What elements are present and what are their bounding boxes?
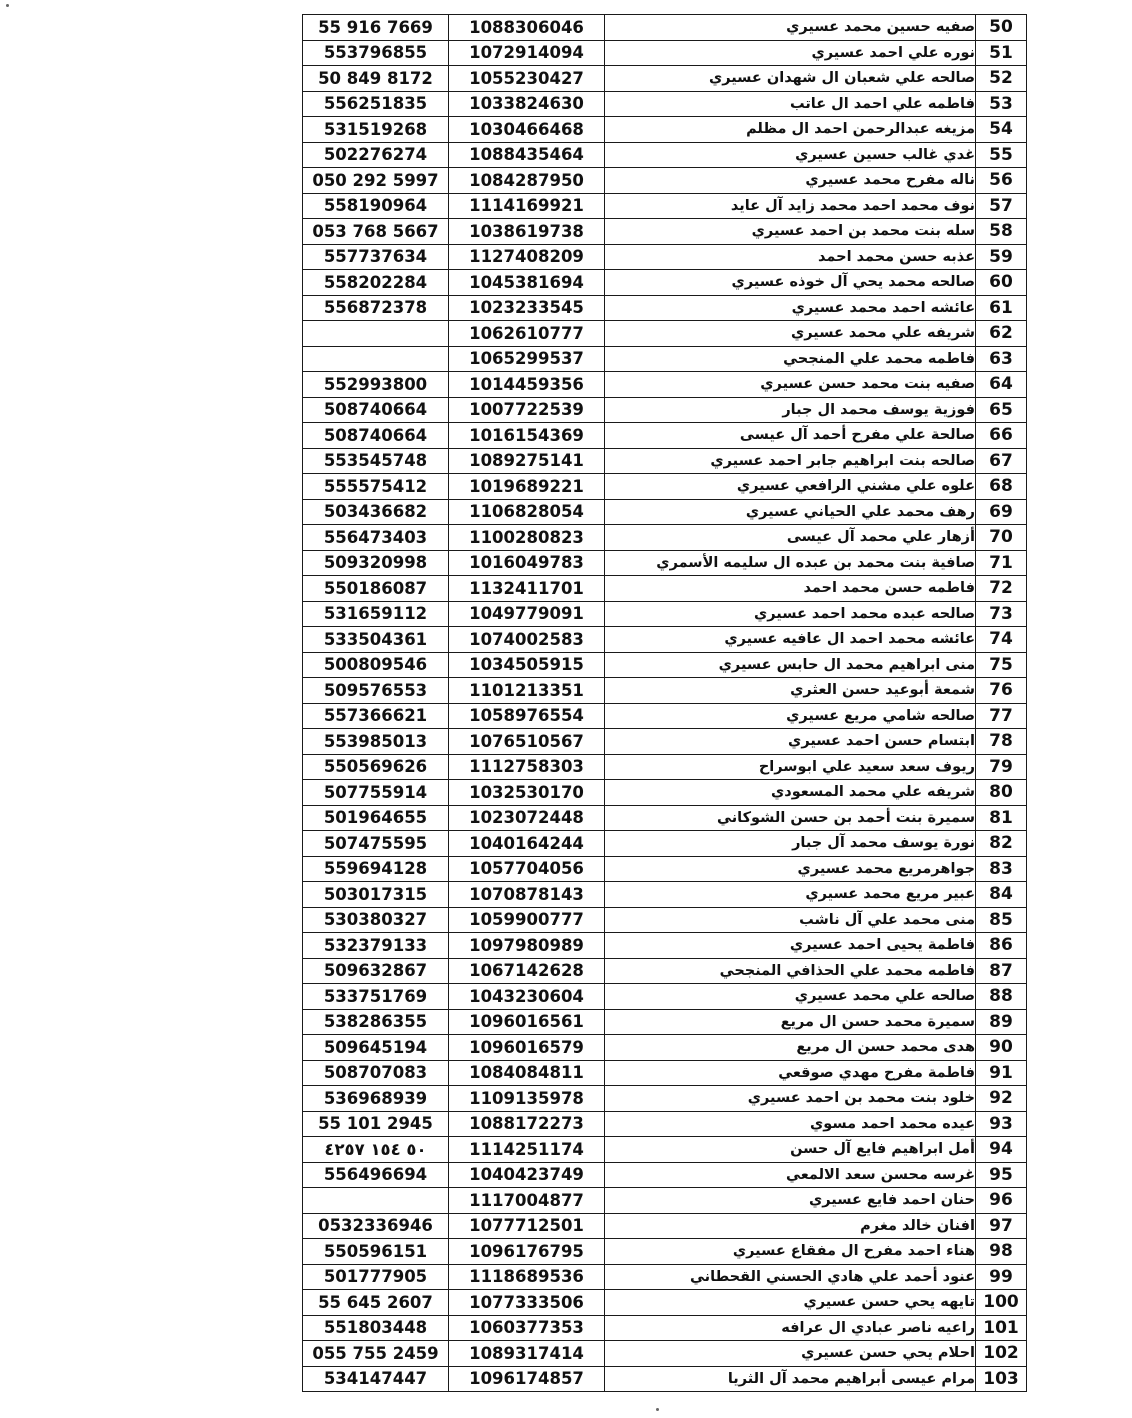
row-number-cell: 57 [976, 193, 1027, 219]
phone-cell: 508740664 [303, 397, 449, 423]
phone-cell: 501964655 [303, 805, 449, 831]
row-number-cell: 80 [976, 780, 1027, 806]
name-cell: هناء احمد مفرح ال مفقاع عسيري [605, 1239, 976, 1265]
id-number-cell: 1040423749 [449, 1162, 605, 1188]
id-number-cell: 1101213351 [449, 678, 605, 704]
table-row [303, 601, 1027, 627]
table-row [303, 321, 1027, 347]
name-cell: شريفه علي محمد عسيري [605, 321, 976, 347]
phone-cell: 55 645 2607 [303, 1290, 449, 1316]
phone-cell: 531519268 [303, 117, 449, 143]
name-cell: شريفه علي محمد المسعودي [605, 780, 976, 806]
id-number-cell: 1100280823 [449, 525, 605, 551]
table-row [303, 270, 1027, 296]
name-cell: عنود أحمد علي هادي الحسني القحطاني [605, 1264, 976, 1290]
table-row [303, 1341, 1027, 1367]
table-row [303, 117, 1027, 143]
phone-cell: 050 292 5997 [303, 168, 449, 194]
phone-cell: 55 916 7669 [303, 15, 449, 41]
phone-cell: 538286355 [303, 1009, 449, 1035]
roster-table-body [303, 15, 1027, 1392]
id-number-cell: 1016049783 [449, 550, 605, 576]
row-number-cell: 62 [976, 321, 1027, 347]
name-cell: أمل ابراهيم فايع آل حسن [605, 1137, 976, 1163]
phone-cell: 533504361 [303, 627, 449, 653]
row-number-cell: 72 [976, 576, 1027, 602]
phone-cell: 501777905 [303, 1264, 449, 1290]
id-number-cell: 1096016561 [449, 1009, 605, 1035]
table-row [303, 1009, 1027, 1035]
table-row [303, 448, 1027, 474]
name-cell: جواهرمريع محمد عسيري [605, 856, 976, 882]
row-number-cell: 100 [976, 1290, 1027, 1316]
name-cell: أزهار علي محمد آل عيسى [605, 525, 976, 551]
table-row [303, 550, 1027, 576]
id-number-cell: 1132411701 [449, 576, 605, 602]
name-cell: صالحه علي محمد عسيري [605, 984, 976, 1010]
id-number-cell: 1058976554 [449, 703, 605, 729]
row-number-cell: 93 [976, 1111, 1027, 1137]
table-row [303, 1060, 1027, 1086]
name-cell: مرام عيسى أبراهيم محمد آل الثريا [605, 1366, 976, 1392]
row-number-cell: 90 [976, 1035, 1027, 1061]
table-row [303, 193, 1027, 219]
id-number-cell: 1043230604 [449, 984, 605, 1010]
phone-cell: 536968939 [303, 1086, 449, 1112]
phone-cell: 557366621 [303, 703, 449, 729]
name-cell: نوف محمد احمد محمد زايد آل عايد [605, 193, 976, 219]
table-row [303, 372, 1027, 398]
phone-cell: 555575412 [303, 474, 449, 500]
table-row [303, 91, 1027, 117]
phone-cell: 556872378 [303, 295, 449, 321]
name-cell: ابتسام حسن احمد عسيري [605, 729, 976, 755]
name-cell: غرسه محسن سعد الالمعي [605, 1162, 976, 1188]
id-number-cell: 1112758303 [449, 754, 605, 780]
phone-cell: 551803448 [303, 1315, 449, 1341]
row-number-cell: 87 [976, 958, 1027, 984]
phone-cell: 507475595 [303, 831, 449, 857]
name-cell: تايهه يحي حسن عسيري [605, 1290, 976, 1316]
table-row [303, 244, 1027, 270]
phone-cell: 508707083 [303, 1060, 449, 1086]
table-row [303, 66, 1027, 92]
name-cell: صالحه بنت ابراهيم جابر احمد عسيري [605, 448, 976, 474]
table-row [303, 1137, 1027, 1163]
name-cell: راعيه ناصر عبادي ال عرافه [605, 1315, 976, 1341]
id-number-cell: 1088306046 [449, 15, 605, 41]
table-row [303, 754, 1027, 780]
phone-cell: 55 101 2945 [303, 1111, 449, 1137]
table-row [303, 1188, 1027, 1214]
phone-cell: 556251835 [303, 91, 449, 117]
roster-table [302, 14, 1027, 1392]
phone-cell: 509320998 [303, 550, 449, 576]
id-number-cell: 1059900777 [449, 907, 605, 933]
name-cell: عيده محمد احمد مسوي [605, 1111, 976, 1137]
id-number-cell: 1127408209 [449, 244, 605, 270]
name-cell: عبير مريع محمد عسيري [605, 882, 976, 908]
phone-cell: 533751769 [303, 984, 449, 1010]
row-number-cell: 81 [976, 805, 1027, 831]
row-number-cell: 78 [976, 729, 1027, 755]
row-number-cell: 76 [976, 678, 1027, 704]
row-number-cell: 70 [976, 525, 1027, 551]
phone-cell: 550569626 [303, 754, 449, 780]
phone-cell [303, 321, 449, 347]
id-number-cell: 1117004877 [449, 1188, 605, 1214]
id-number-cell: 1030466468 [449, 117, 605, 143]
id-number-cell: 1076510567 [449, 729, 605, 755]
name-cell: سميرة بنت أحمد بن حسن الشوكاني [605, 805, 976, 831]
row-number-cell: 75 [976, 652, 1027, 678]
table-row [303, 397, 1027, 423]
table-row [303, 499, 1027, 525]
id-number-cell: 1023072448 [449, 805, 605, 831]
phone-cell: 500809546 [303, 652, 449, 678]
phone-cell: 556473403 [303, 525, 449, 551]
row-number-cell: 99 [976, 1264, 1027, 1290]
phone-cell: 503017315 [303, 882, 449, 908]
name-cell: غدي غالب حسين عسيري [605, 142, 976, 168]
id-number-cell: 1077712501 [449, 1213, 605, 1239]
id-number-cell: 1032530170 [449, 780, 605, 806]
name-cell: صالحه عبده محمد احمد عسيري [605, 601, 976, 627]
name-cell: صالحه شامي مريع عسيري [605, 703, 976, 729]
phone-cell: 553545748 [303, 448, 449, 474]
name-cell: مزيغه عبدالرحمن احمد ال مظلم [605, 117, 976, 143]
name-cell: فاطمة يحيى احمد عسيري [605, 933, 976, 959]
table-row [303, 474, 1027, 500]
phone-cell: 50 849 8172 [303, 66, 449, 92]
id-number-cell: 1040164244 [449, 831, 605, 857]
row-number-cell: 101 [976, 1315, 1027, 1341]
name-cell: منى محمد علي آل ناشب [605, 907, 976, 933]
id-number-cell: 1072914094 [449, 40, 605, 66]
name-cell: صفيه حسين محمد عسيري [605, 15, 976, 41]
table-row [303, 525, 1027, 551]
name-cell: سميرة محمد حسن ال مريع [605, 1009, 976, 1035]
row-number-cell: 86 [976, 933, 1027, 959]
phone-cell: 557737634 [303, 244, 449, 270]
row-number-cell: 55 [976, 142, 1027, 168]
row-number-cell: 60 [976, 270, 1027, 296]
phone-cell: ٥٠ ١٥٤ ٤٢٥٧ [303, 1137, 449, 1163]
phone-cell: 532379133 [303, 933, 449, 959]
row-number-cell: 53 [976, 91, 1027, 117]
table-row [303, 678, 1027, 704]
row-number-cell: 71 [976, 550, 1027, 576]
name-cell: هدى محمد حسن ال مريع [605, 1035, 976, 1061]
id-number-cell: 1070878143 [449, 882, 605, 908]
table-row [303, 40, 1027, 66]
id-number-cell: 1089317414 [449, 1341, 605, 1367]
row-number-cell: 91 [976, 1060, 1027, 1086]
row-number-cell: 50 [976, 15, 1027, 41]
row-number-cell: 74 [976, 627, 1027, 653]
table-row [303, 346, 1027, 372]
table-row [303, 142, 1027, 168]
id-number-cell: 1077333506 [449, 1290, 605, 1316]
table-row [303, 984, 1027, 1010]
table-row [303, 1366, 1027, 1392]
table-row [303, 168, 1027, 194]
phone-cell: 534147447 [303, 1366, 449, 1392]
table-row [303, 933, 1027, 959]
phone-cell: 0532336946 [303, 1213, 449, 1239]
row-number-cell: 61 [976, 295, 1027, 321]
row-number-cell: 56 [976, 168, 1027, 194]
row-number-cell: 89 [976, 1009, 1027, 1035]
phone-cell: 530380327 [303, 907, 449, 933]
phone-cell: 053 768 5667 [303, 219, 449, 245]
name-cell: افنان خالد مغرم [605, 1213, 976, 1239]
row-number-cell: 103 [976, 1366, 1027, 1392]
name-cell: صالحه علي شعبان ال شهدان عسيري [605, 66, 976, 92]
id-number-cell: 1065299537 [449, 346, 605, 372]
row-number-cell: 84 [976, 882, 1027, 908]
table-row [303, 219, 1027, 245]
row-number-cell: 77 [976, 703, 1027, 729]
id-number-cell: 1074002583 [449, 627, 605, 653]
name-cell: صالحة علي مفرح أحمد آل عيسى [605, 423, 976, 449]
id-number-cell: 1114251174 [449, 1137, 605, 1163]
id-number-cell: 1088435464 [449, 142, 605, 168]
phone-cell: 503436682 [303, 499, 449, 525]
id-number-cell: 1014459356 [449, 372, 605, 398]
name-cell: ناله مفرح محمد عسيري [605, 168, 976, 194]
row-number-cell: 65 [976, 397, 1027, 423]
id-number-cell: 1067142628 [449, 958, 605, 984]
phone-cell: 507755914 [303, 780, 449, 806]
scan-speck [6, 4, 9, 7]
table-row [303, 703, 1027, 729]
table-row [303, 1111, 1027, 1137]
row-number-cell: 68 [976, 474, 1027, 500]
name-cell: ريوف سعد سعيد علي ابوسراح [605, 754, 976, 780]
id-number-cell: 1049779091 [449, 601, 605, 627]
id-number-cell: 1109135978 [449, 1086, 605, 1112]
id-number-cell: 1084084811 [449, 1060, 605, 1086]
row-number-cell: 51 [976, 40, 1027, 66]
id-number-cell: 1019689221 [449, 474, 605, 500]
id-number-cell: 1088172273 [449, 1111, 605, 1137]
phone-cell: 559694128 [303, 856, 449, 882]
table-row [303, 652, 1027, 678]
name-cell: علوه علي مشني الرافعي عسيري [605, 474, 976, 500]
name-cell: نورة يوسف محمد آل جبار [605, 831, 976, 857]
table-row [303, 907, 1027, 933]
id-number-cell: 1084287950 [449, 168, 605, 194]
phone-cell: 055 755 2459 [303, 1341, 449, 1367]
name-cell: احلام يحي حسن عسيري [605, 1341, 976, 1367]
name-cell: شمعة أبوعيد حسن العثري [605, 678, 976, 704]
phone-cell: 509632867 [303, 958, 449, 984]
phone-cell: 553796855 [303, 40, 449, 66]
id-number-cell: 1045381694 [449, 270, 605, 296]
phone-cell: 558202284 [303, 270, 449, 296]
table-row [303, 295, 1027, 321]
row-number-cell: 102 [976, 1341, 1027, 1367]
phone-cell [303, 1188, 449, 1214]
scan-speck [656, 1408, 659, 1411]
row-number-cell: 88 [976, 984, 1027, 1010]
row-number-cell: 73 [976, 601, 1027, 627]
name-cell: صفيه بنت محمد حسن عسيري [605, 372, 976, 398]
table-row [303, 1290, 1027, 1316]
name-cell: نوره علي احمد عسيري [605, 40, 976, 66]
phone-cell: 556496694 [303, 1162, 449, 1188]
phone-cell [303, 346, 449, 372]
id-number-cell: 1038619738 [449, 219, 605, 245]
table-row [303, 882, 1027, 908]
table-row [303, 627, 1027, 653]
row-number-cell: 69 [976, 499, 1027, 525]
table-row [303, 15, 1027, 41]
id-number-cell: 1034505915 [449, 652, 605, 678]
name-cell: فوزية يوسف محمد ال جبار [605, 397, 976, 423]
id-number-cell: 1007722539 [449, 397, 605, 423]
name-cell: حنان احمد فايع عسيري [605, 1188, 976, 1214]
name-cell: عائشه محمد احمد ال عافيه عسيري [605, 627, 976, 653]
phone-cell: 509576553 [303, 678, 449, 704]
id-number-cell: 1118689536 [449, 1264, 605, 1290]
table-row [303, 1162, 1027, 1188]
table-row [303, 856, 1027, 882]
table-row [303, 1213, 1027, 1239]
table-row [303, 576, 1027, 602]
row-number-cell: 58 [976, 219, 1027, 245]
name-cell: فاطمة مفرح مهدي صوقعي [605, 1060, 976, 1086]
phone-cell: 553985013 [303, 729, 449, 755]
row-number-cell: 85 [976, 907, 1027, 933]
row-number-cell: 94 [976, 1137, 1027, 1163]
row-number-cell: 67 [976, 448, 1027, 474]
table-row [303, 1035, 1027, 1061]
phone-cell: 558190964 [303, 193, 449, 219]
row-number-cell: 63 [976, 346, 1027, 372]
row-number-cell: 52 [976, 66, 1027, 92]
row-number-cell: 64 [976, 372, 1027, 398]
phone-cell: 508740664 [303, 423, 449, 449]
id-number-cell: 1057704056 [449, 856, 605, 882]
id-number-cell: 1062610777 [449, 321, 605, 347]
row-number-cell: 82 [976, 831, 1027, 857]
phone-cell: 531659112 [303, 601, 449, 627]
row-number-cell: 66 [976, 423, 1027, 449]
id-number-cell: 1096016579 [449, 1035, 605, 1061]
id-number-cell: 1033824630 [449, 91, 605, 117]
id-number-cell: 1089275141 [449, 448, 605, 474]
row-number-cell: 54 [976, 117, 1027, 143]
name-cell: رهف محمد علي الحياني عسيري [605, 499, 976, 525]
table-row [303, 805, 1027, 831]
table-row [303, 1086, 1027, 1112]
row-number-cell: 97 [976, 1213, 1027, 1239]
row-number-cell: 79 [976, 754, 1027, 780]
table-row [303, 1264, 1027, 1290]
phone-cell: 509645194 [303, 1035, 449, 1061]
row-number-cell: 59 [976, 244, 1027, 270]
name-cell: صالحه محمد يحي آل خوذه عسيري [605, 270, 976, 296]
row-number-cell: 95 [976, 1162, 1027, 1188]
table-row [303, 729, 1027, 755]
name-cell: عذبه حسن محمد احمد [605, 244, 976, 270]
name-cell: سله بنت محمد بن احمد عسيري [605, 219, 976, 245]
table-row [303, 423, 1027, 449]
id-number-cell: 1023233545 [449, 295, 605, 321]
name-cell: خلود بنت محمد بن احمد عسيري [605, 1086, 976, 1112]
name-cell: صافية بنت محمد بن عبده ال سليمه الأسمري [605, 550, 976, 576]
name-cell: منى ابراهيم محمد ال حابس عسيري [605, 652, 976, 678]
id-number-cell: 1016154369 [449, 423, 605, 449]
table-row [303, 1315, 1027, 1341]
phone-cell: 502276274 [303, 142, 449, 168]
row-number-cell: 96 [976, 1188, 1027, 1214]
name-cell: فاطمه محمد علي الحذافي المنجحي [605, 958, 976, 984]
id-number-cell: 1055230427 [449, 66, 605, 92]
id-number-cell: 1096174857 [449, 1366, 605, 1392]
name-cell: فاطمه علي احمد ال عاتب [605, 91, 976, 117]
id-number-cell: 1096176795 [449, 1239, 605, 1265]
table-row [303, 1239, 1027, 1265]
row-number-cell: 83 [976, 856, 1027, 882]
row-number-cell: 98 [976, 1239, 1027, 1265]
name-cell: عائشه احمد محمد عسيري [605, 295, 976, 321]
phone-cell: 550186087 [303, 576, 449, 602]
name-cell: فاطمه حسن محمد احمد [605, 576, 976, 602]
phone-cell: 550596151 [303, 1239, 449, 1265]
table-row [303, 831, 1027, 857]
id-number-cell: 1060377353 [449, 1315, 605, 1341]
table-row [303, 780, 1027, 806]
table-row [303, 958, 1027, 984]
id-number-cell: 1106828054 [449, 499, 605, 525]
row-number-cell: 92 [976, 1086, 1027, 1112]
phone-cell: 552993800 [303, 372, 449, 398]
name-cell: فاطمه محمد علي المنجحي [605, 346, 976, 372]
roster-sheet [302, 14, 1022, 1392]
id-number-cell: 1097980989 [449, 933, 605, 959]
id-number-cell: 1114169921 [449, 193, 605, 219]
